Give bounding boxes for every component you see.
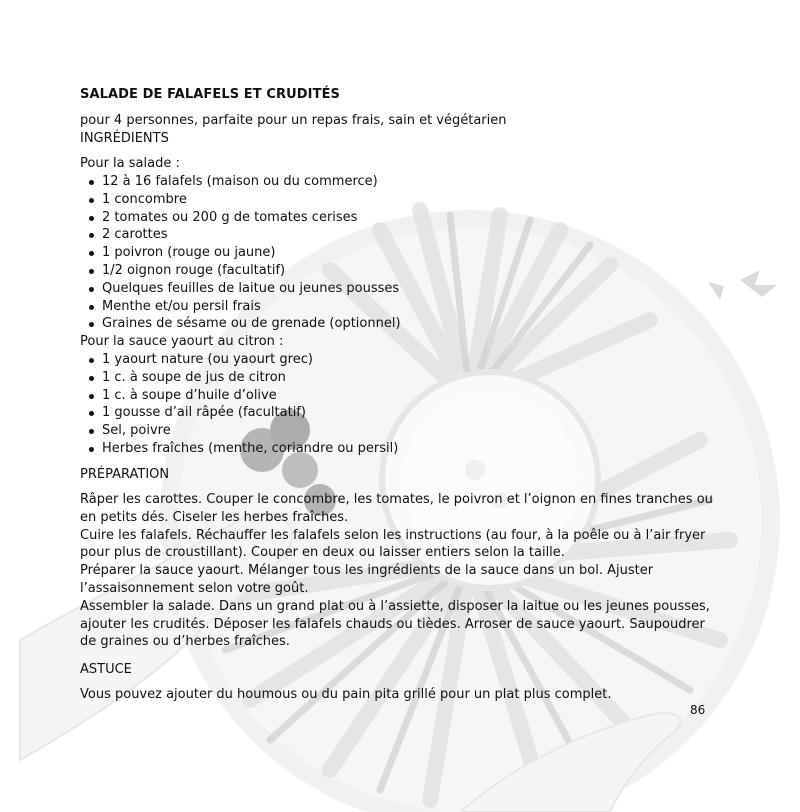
tip-heading: ASTUCE	[80, 662, 132, 677]
list-item: 1 gousse d’ail râpée (facultatif)	[80, 404, 398, 422]
list-item: Herbes fraîches (menthe, coriandre ou persil)	[80, 440, 398, 458]
list-item: 1 concombre	[80, 191, 401, 209]
list-item: Quelques feuilles de laitue ou jeunes pousses	[80, 280, 401, 298]
list-item: 1/2 oignon rouge (facultatif)	[80, 262, 401, 280]
page-number: 86	[690, 703, 706, 717]
list-item: Menthe et/ou persil frais	[80, 298, 401, 316]
preparation-steps	[80, 491, 720, 651]
list-item: 1 yaourt nature (ou yaourt grec)	[80, 351, 398, 369]
list-item: Sel, poivre	[80, 422, 398, 440]
sauce-heading: Pour la sauce yaourt au citron :	[80, 334, 284, 349]
list-item: 1 c. à soupe d’huile d’olive	[80, 387, 398, 405]
preparation-step: Assembler la salade. Dans un grand plat ou à l’assiette, disposer la laitue ou les jeunes pousses, ajouter les crudités. Déposer les falafels chauds ou tièdes. Arroser de sauce yaourt. Saupoudrer de graines ou d’herbes fraîches.	[80, 598, 710, 650]
list-item: Graines de sésame ou de grenade (optionnel)	[80, 315, 401, 333]
recipe-title: SALADE DE FALAFELS ET CRUDITÉS	[80, 87, 341, 102]
recipe-intro: pour 4 personnes, parfaite pour un repas frais, sain et végétarien	[80, 113, 507, 128]
sauce-ingredients-list	[80, 351, 398, 458]
preparation-step: Cuire les falafels. Réchauffer les falafels selon les instructions (au four, à la poêle ou à l’air fryer pour plus de croustillant). Couper en deux ou laisser entiers selon la taille.	[80, 527, 706, 561]
salad-heading: Pour la salade :	[80, 156, 180, 171]
list-item: 1 poivron (rouge ou jaune)	[80, 244, 401, 262]
list-item: 1 c. à soupe de jus de citron	[80, 369, 398, 387]
preparation-step: Râper les carottes. Couper le concombre, les tomates, le poivron et l’oignon en fines tranches ou en petits dés. Ciseler les herbes fraîches.	[80, 492, 713, 525]
list-item: 12 à 16 falafels (maison ou du commerce)	[80, 173, 401, 191]
preparation-heading: PRÉPARATION	[80, 467, 170, 482]
list-item: 2 tomates ou 200 g de tomates cerises	[80, 209, 401, 227]
salad-ingredients-list	[80, 173, 401, 333]
tip-text: Vous pouvez ajouter du houmous ou du pain pita grillé pour un plat plus complet.	[80, 687, 612, 702]
preparation-step: Préparer la sauce yaourt. Mélanger tous les ingrédients de la sauce dans un bol. Ajuster l’assaisonnement selon votre goût.	[80, 563, 654, 596]
ingredients-heading: INGRÉDIENTS	[80, 131, 169, 146]
list-item: 2 carottes	[80, 226, 401, 244]
